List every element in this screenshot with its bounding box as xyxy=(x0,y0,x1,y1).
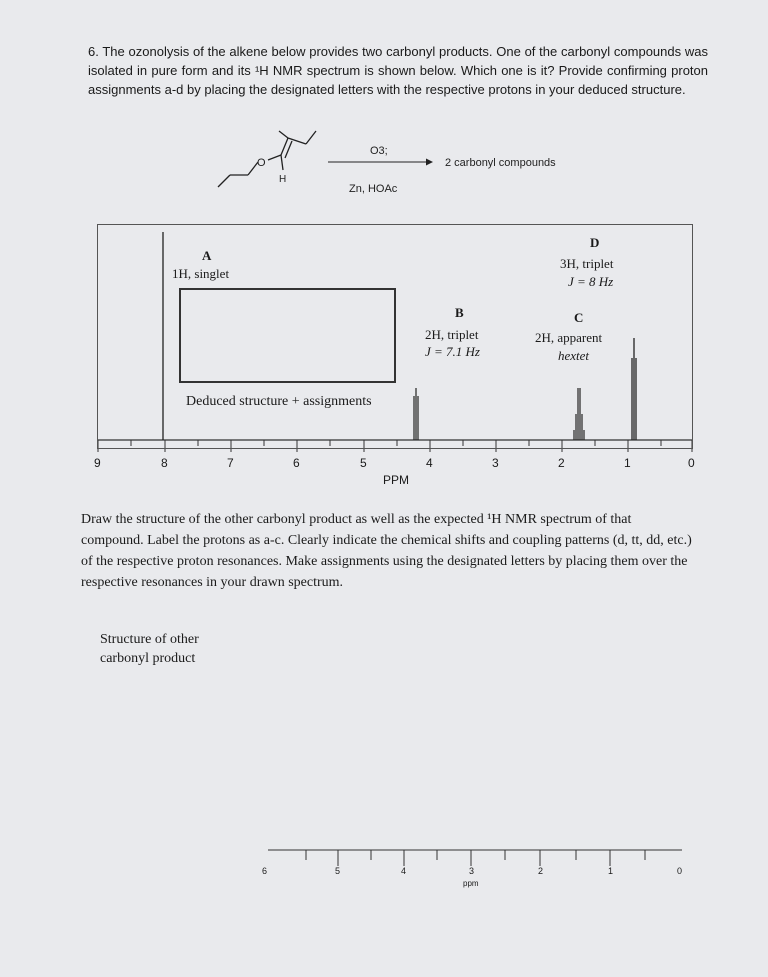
oxygen-atom-label: O xyxy=(257,157,266,169)
peak-b-letter: B xyxy=(455,305,464,320)
hydrogen-atom-label: H xyxy=(279,174,287,185)
other-product-label-line1: Structure of other xyxy=(100,632,199,647)
instructions-text: Draw the structure of the other carbonyl product as well as the expected ¹H NMR spectrum of that compound. Label the protons as a-c. Clearly indicate the chemical shifts and coupling patterns (d, tt, dd, etc.) of the respective proton resonances. Make assignments using the designated letters by placing them over the respective resonances in your drawn spectrum. xyxy=(81,512,692,590)
peak-d-coupling: J = 8 Hz xyxy=(568,274,614,289)
axis1-tick-label: 9 xyxy=(94,456,101,470)
axis1-tick-label: 6 xyxy=(293,456,300,470)
axis1-tick-label: 5 xyxy=(360,456,367,470)
peak-a-desc-text: 1H, singlet xyxy=(172,266,230,281)
peak-d-letter: D xyxy=(590,235,600,250)
axis1-tick-label: 0 xyxy=(688,456,695,470)
product-label: 2 carbonyl compounds xyxy=(445,157,556,169)
axis2-tick-label: 4 xyxy=(401,866,407,876)
axis2-tick-label: 0 xyxy=(677,866,683,876)
peak-c-desc2: hextet xyxy=(558,348,590,363)
axis2-tick-label: 1 xyxy=(608,866,614,876)
peak-d-desc: 3H, triplet xyxy=(560,256,614,271)
other-product-label-line2: carbonyl product xyxy=(100,651,196,666)
peak-a-desc xyxy=(172,266,229,282)
axis2-tick-label: 2 xyxy=(538,866,544,876)
peak-c-letter: C xyxy=(574,310,584,325)
reagent-bottom: Zn, HOAc xyxy=(349,183,398,195)
answer-box-label: Deduced structure + assignments xyxy=(186,394,372,409)
peak-a-letter: A xyxy=(202,248,212,263)
axis2-tick-label: 5 xyxy=(335,866,341,876)
question-text: 6. The ozonolysis of the alkene below provides two carbonyl products. One of the carbonyl compounds was isolated in pure form and its ¹H NMR spectrum is shown below. Which one is it? Provide confirming proton assignments a-d by placing the designated letters with the respective protons in your deduced structure. xyxy=(88,44,708,97)
axis1-tick-label: 3 xyxy=(492,456,499,470)
arrow-head-icon xyxy=(426,159,433,166)
axis1-tick-label: 7 xyxy=(227,456,234,470)
axis2-unit-label: ppm xyxy=(463,879,479,888)
other-product-label xyxy=(100,630,199,668)
axis1-tick-label: 4 xyxy=(426,456,433,470)
axis1-unit-label: PPM xyxy=(383,473,410,487)
reagent-top: O3; xyxy=(370,145,388,157)
answer-box[interactable] xyxy=(179,288,396,383)
alkene-structure xyxy=(218,131,316,187)
axis2-tick-label: 6 xyxy=(262,866,268,876)
axis1-tick-label: 1 xyxy=(624,456,631,470)
peak-b-desc: 2H, triplet xyxy=(425,327,479,342)
axis1-tick-label: 8 xyxy=(161,456,168,470)
peak-c-desc: 2H, apparent xyxy=(535,330,603,345)
spectrum2-axis xyxy=(268,850,682,866)
axis1-tick-label: 2 xyxy=(558,456,565,470)
axis2-tick-label: 3 xyxy=(469,866,475,876)
peak-b-coupling: J = 7.1 Hz xyxy=(425,344,480,359)
